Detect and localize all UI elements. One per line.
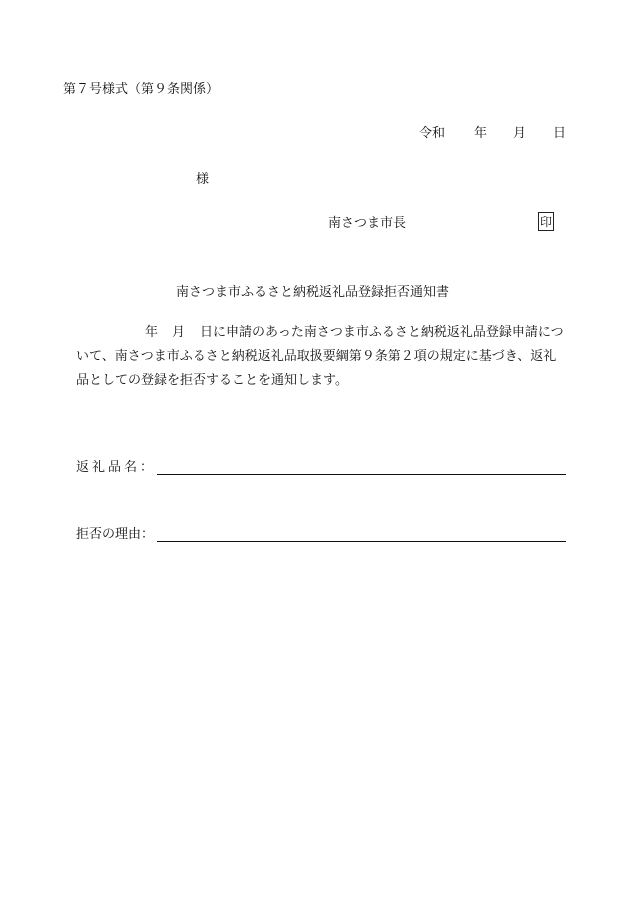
reason-field[interactable] [157, 541, 566, 542]
document-title: 南さつま市ふるさと納税返礼品登録拒否通知書 [176, 285, 450, 300]
date-era: 令和 [419, 126, 446, 141]
reason-label: 拒否の理由： [76, 527, 155, 542]
body-year-label: 年 [145, 325, 159, 340]
recipient-honorific: 様 [196, 172, 210, 187]
item-name-label: 返礼品名： [76, 460, 157, 475]
body-line-1: 日に申請のあった南さつま市ふるさと納税返礼品登録申請につ [200, 325, 564, 340]
date-day: 日 [553, 126, 567, 141]
body-month-label: 月 [172, 325, 186, 340]
form-number: 第７号様式（第９条関係） [63, 82, 220, 97]
item-name-field[interactable] [157, 474, 566, 475]
seal-box: 印 [538, 212, 554, 231]
issuer-title: 南さつま市長 [328, 216, 407, 231]
date-year: 年 [474, 126, 488, 141]
body-line-2: いて、南さつま市ふるさと納税返礼品取扱要綱第９条第２項の規定に基づき、返礼 [76, 349, 557, 364]
body-line-3: 品としての登録を拒否することを通知します。 [76, 373, 348, 388]
date-month: 月 [513, 126, 527, 141]
